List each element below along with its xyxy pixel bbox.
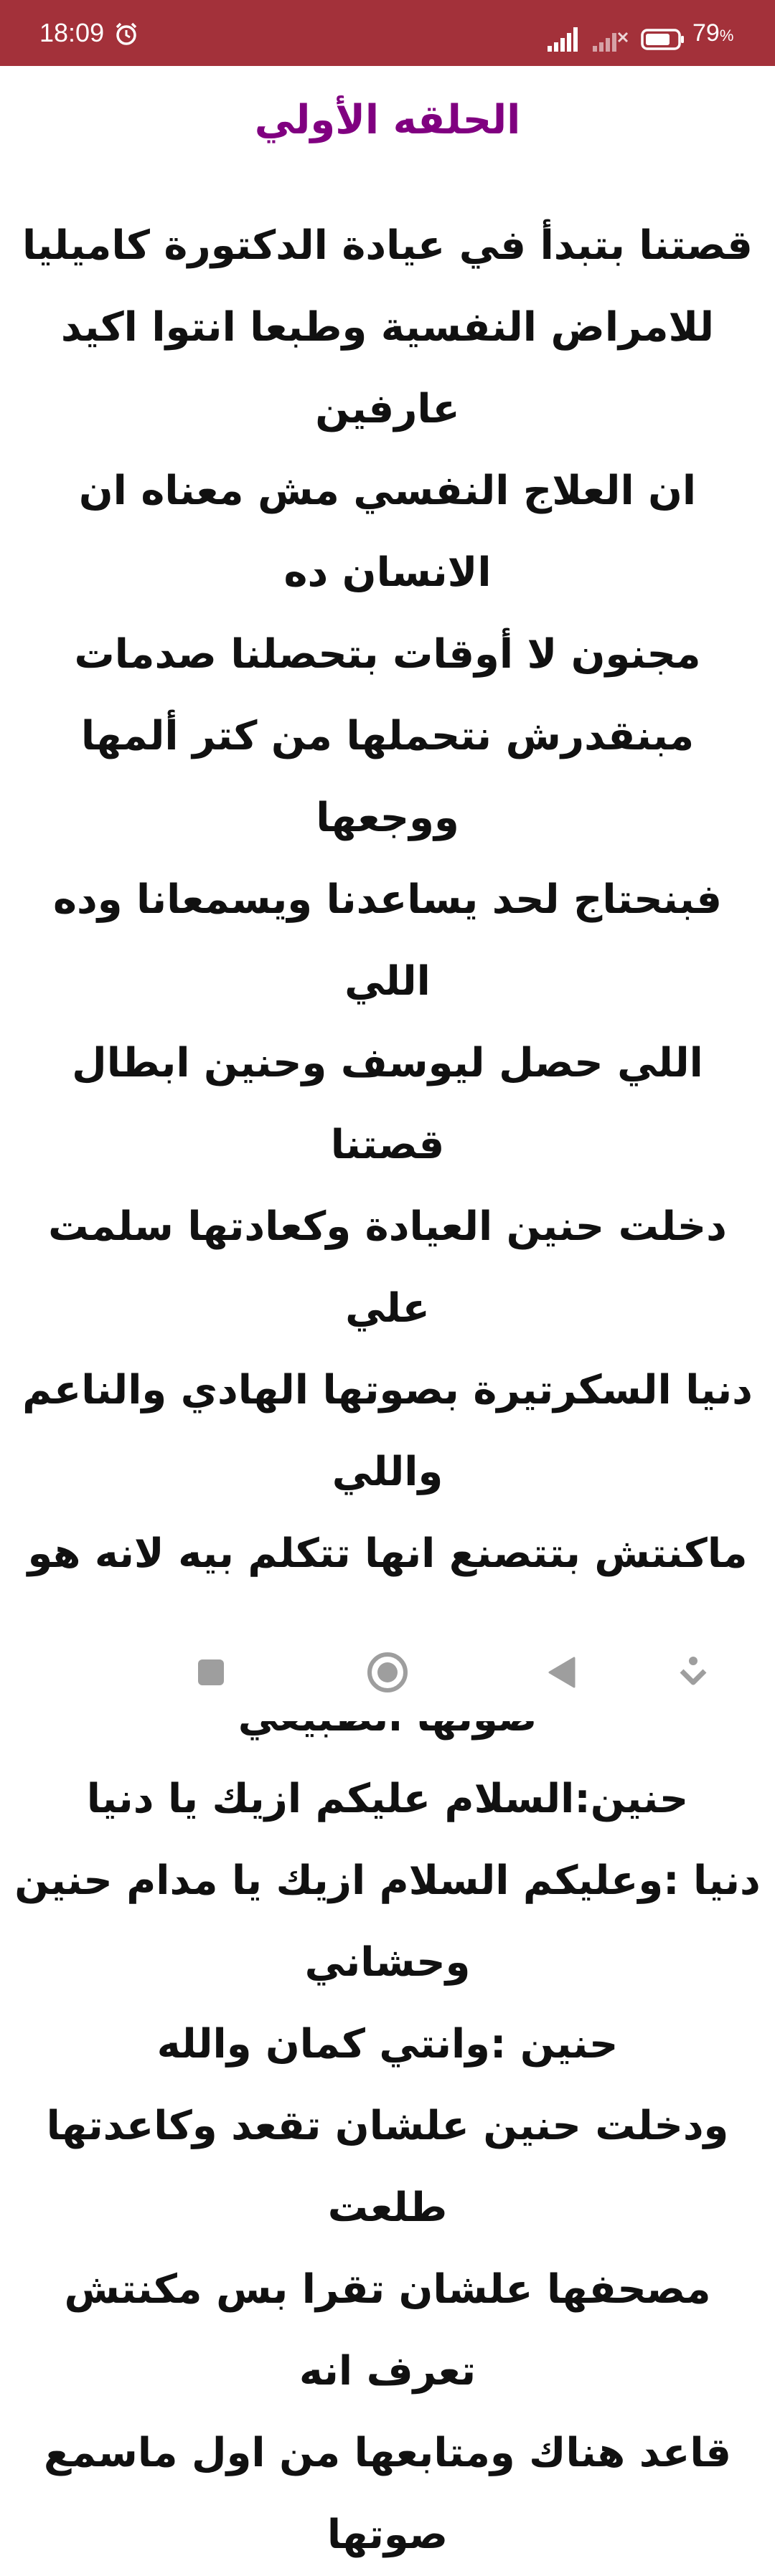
reader-content[interactable]: [0, 66, 775, 2558]
battery-unit: %: [719, 27, 734, 44]
navigation-bar: [0, 1626, 775, 1721]
back-triangle-icon[interactable]: [537, 1647, 588, 1698]
status-time: 18:09: [39, 18, 105, 47]
hide-nav-icon[interactable]: [667, 1647, 719, 1698]
signal-no-sim-icon: [593, 27, 630, 52]
battery-icon: [641, 29, 685, 50]
story-text: قصتنا بتبدأ في عيادة الدكتورة كاميليا للامراض النفسية وطبعا انتوا اكيد عارفين ان العلاج النفسي مش معناه ان الانسان ده مجنون لا أوقات بتحصلنا صدمات مبنقدرش نتحملها من كتر ألمها ووجعها فبنحتاج لحد يساعدنا ويسمعانا وده اللي اللي حصل ليوسف وحنين ابطال قصتنا دخلت حنين العيادة وكعادتها سلمت علي دنيا السكرتيرة بصوتها الهادي والناعم واللي ماكنتش بتتصنع انها تتكلم بيه لانه هو حنين:السلام عليكم ازيك يا دنيا دنيا :وعليكم السلام ازيك يا مدام حنين وحشاني حنين :وانتي كمان والله ودخلت حنين علشان تقعد وكاعدتها طلعت مصحفها علشان تقرا بس مكنتش تعرف انه قاعد هناك ومتابعها من اول ماسمع صوتها: [14, 222, 761, 2558]
home-circle-icon[interactable]: [362, 1647, 413, 1698]
battery-percent: 79%: [692, 19, 734, 47]
recents-square-icon[interactable]: [185, 1647, 237, 1698]
chapter-title: الحلقه الأولي: [254, 97, 521, 143]
status-bar: [0, 0, 775, 66]
alarm-icon: [113, 22, 139, 47]
signal-icon: [548, 27, 583, 52]
